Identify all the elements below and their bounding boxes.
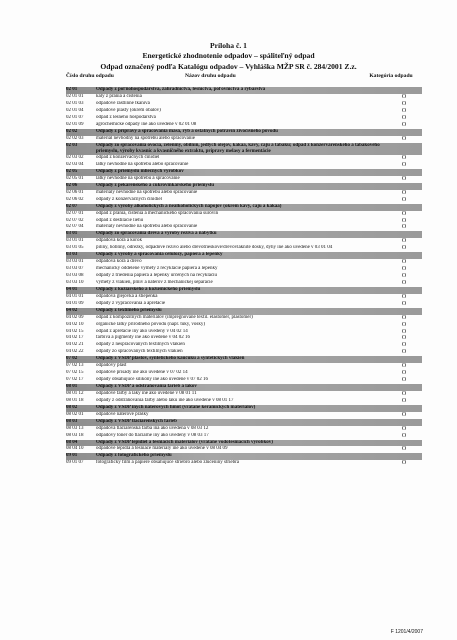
table-row xyxy=(66,245,422,252)
table-row xyxy=(66,211,422,218)
waste-name: výmety z vlákien, plnív a náterov z mechanickej separácie xyxy=(96,279,213,285)
waste-category: O xyxy=(401,107,407,114)
waste-code: 04 02 17 xyxy=(66,335,84,341)
waste-category: O xyxy=(401,314,407,321)
waste-category: O xyxy=(401,363,407,370)
waste-code: 02 05 xyxy=(66,168,78,174)
waste-name: Odpady z textilného priemyslu xyxy=(96,307,162,313)
waste-name: odpady obsahujúce silikóny iné ako uvedené v 07 02 16 xyxy=(96,377,209,383)
waste-name: odpad z prania, čistenia a mechanického spracovania surovín xyxy=(96,210,219,216)
waste-code: 09 01 xyxy=(66,453,78,459)
waste-name: odpadová kôra a korok xyxy=(96,238,142,244)
waste-code: 03 01 01 xyxy=(66,238,84,244)
waste-name: odpady z triedenia papiera a lepenky určených na recykláciu xyxy=(96,273,218,279)
waste-code: 07 02 17 xyxy=(66,377,84,383)
table-row xyxy=(66,294,422,301)
table-row xyxy=(66,115,422,122)
waste-code: 08 02 01 xyxy=(66,411,84,417)
waste-category: O xyxy=(401,390,407,397)
waste-code: 03 01 05 xyxy=(66,245,84,251)
waste-name: Odpady z pekárenského a cukrovinkárskeho priemyslu xyxy=(96,182,215,188)
waste-category: O xyxy=(401,175,407,182)
waste-name: odpad z destilácie liehu xyxy=(96,217,144,223)
column-header-category: Kategória odpadu xyxy=(369,73,413,79)
waste-name: Odpady zo spracovania ovocia, zeleniny, obilnín, jedlých olejov, kakaa, kávy, čaju a tabaku; odpad z konzervárenského a tabakového priemyslu, výroby kvasníc a kvasničného extraktu, prípravy melasy a fermentácie xyxy=(96,142,380,154)
waste-code: 02 01 xyxy=(66,87,78,92)
waste-category: O xyxy=(401,259,407,266)
waste-code: 02 06 02 xyxy=(66,196,84,202)
waste-code: 08 04 xyxy=(66,439,78,445)
waste-name: piliny, hobliny, odrezky, odpadové rezivo alebo drevotrieskové/drevovláknité dosky, dyhy iné ako uvedené v 03 01 04 xyxy=(96,245,333,251)
waste-code: 02 07 04 xyxy=(66,224,84,230)
waste-code: 08 03 18 xyxy=(66,432,84,438)
waste-code: 08 01 xyxy=(66,384,78,390)
group-header-row xyxy=(66,384,422,391)
waste-name: odpadové rastlinné tkanivá xyxy=(96,100,150,106)
waste-category: O xyxy=(401,432,407,439)
waste-name: odpady z nespracovaných textilných vlákien xyxy=(96,342,185,348)
waste-name: odpad z apretácie iný ako uvedený v 04 02 14 xyxy=(96,328,188,334)
group-header-row xyxy=(66,419,422,426)
waste-name: odpad z kompozitných materiálov (impregnované textil. elastomér, plastomér) xyxy=(96,314,253,320)
waste-category: O xyxy=(401,135,407,142)
waste-name: Odpady z VSDP tlačiarenských farieb xyxy=(96,418,177,424)
table-row xyxy=(66,460,422,467)
table-row xyxy=(66,412,422,419)
table-row xyxy=(66,101,422,108)
document-subtitle: Energetické zhodnotenie odpadov – spáliteľný odpad xyxy=(142,51,315,60)
waste-category: O xyxy=(401,397,407,404)
column-header-name: Názov druhu odpadu xyxy=(185,73,236,79)
group-header-row xyxy=(66,356,422,363)
waste-name: odpadové náterové prášky xyxy=(96,411,149,417)
waste-code: 04 01 01 xyxy=(66,293,84,299)
table-row xyxy=(66,266,422,273)
waste-category: O xyxy=(401,342,407,349)
group-header-row xyxy=(66,169,422,176)
waste-code: 02 02 03 xyxy=(66,135,84,141)
table-row xyxy=(66,335,422,342)
table-row xyxy=(66,224,422,231)
waste-code: 02 07 02 xyxy=(66,217,84,223)
waste-code: 07 02 13 xyxy=(66,363,84,369)
waste-code: 02 06 01 xyxy=(66,189,84,195)
waste-code: 09 01 07 xyxy=(66,460,84,466)
waste-category: O xyxy=(401,210,407,217)
waste-name: odpadová tlačiarenská farba iná ako uvedená v 08 03 12 xyxy=(96,425,209,431)
waste-code: 03 03 xyxy=(66,252,78,258)
appendix-label: Príloha č. 1 xyxy=(210,41,247,50)
group-header-row xyxy=(66,453,422,460)
waste-name: odpady z odstraňovania farby alebo laku iné ako uvedené v 08 01 17 xyxy=(96,397,234,403)
group-header-row xyxy=(66,405,422,412)
waste-code: 08 01 12 xyxy=(66,390,84,396)
waste-code: 04 02 xyxy=(66,307,78,313)
waste-name: Odpady z VSDP iných náterových hmôt (vrátane keramických materiálov) xyxy=(96,404,256,410)
waste-code: 07 02 15 xyxy=(66,370,84,376)
waste-code: 02 07 01 xyxy=(66,210,84,216)
waste-name: materiál nevhodný na spotrebu alebo spracovanie xyxy=(96,135,195,141)
waste-name: materiály nevhodné na spotrebu alebo spracovanie xyxy=(96,224,198,230)
waste-code: 04 02 15 xyxy=(66,328,84,334)
waste-name: Odpady z výroby alkoholických a nealkoholických nápojov (okrem kávy, čaju a kakaa) xyxy=(96,203,282,209)
table-row xyxy=(66,398,422,405)
waste-code: 02 01 07 xyxy=(66,114,84,120)
waste-code: 02 06 xyxy=(66,182,78,188)
waste-name: Odpady z poľnohospodárstva, záhradníctva, lesníctva, poľovníctva a rybárstva xyxy=(96,87,266,92)
table-row xyxy=(66,329,422,336)
table-row xyxy=(66,342,422,349)
group-header-row xyxy=(66,183,422,190)
waste-name: odpady z vypracovania a apretácie xyxy=(96,300,166,306)
table-row xyxy=(66,259,422,266)
waste-name: odpad z konzervačných činidiel xyxy=(96,155,160,161)
table-row xyxy=(66,433,422,440)
waste-code: 04 02 21 xyxy=(66,342,84,348)
table-row xyxy=(66,238,422,245)
group-header-row xyxy=(66,87,422,94)
waste-code: 07 02 xyxy=(66,356,78,362)
table-row xyxy=(66,136,422,143)
table-row xyxy=(66,176,422,183)
waste-name: Odpady zo spracovania dreva a výroby reziva a nábytku xyxy=(96,231,217,237)
waste-name: fotografický film a papiere obsahujúce striebro alebo zlúčeniny striebra xyxy=(96,460,239,466)
waste-category: O xyxy=(401,328,407,335)
waste-code: 04 02 22 xyxy=(66,349,84,355)
waste-code: 08 03 xyxy=(66,418,78,424)
waste-category: O xyxy=(401,370,407,377)
waste-category: O xyxy=(401,121,407,128)
table-row xyxy=(66,162,422,169)
table-row xyxy=(66,322,422,329)
waste-category: O xyxy=(401,100,407,107)
group-header-row xyxy=(66,129,422,136)
group-header-row xyxy=(66,231,422,238)
waste-category: O xyxy=(401,446,407,453)
table-row xyxy=(66,391,422,398)
table-row xyxy=(66,273,422,280)
waste-code: 02 03 02 xyxy=(66,155,84,161)
waste-name: odpadový plast xyxy=(96,363,127,369)
waste-name: látky nevhodné na spotrebu alebo spracovanie xyxy=(96,162,189,168)
waste-name: Odpady z fotografického priemyslu xyxy=(96,453,172,459)
waste-code: 02 03 04 xyxy=(66,162,84,168)
waste-name: Odpady z priemyslu mliečnych výrobkov xyxy=(96,168,184,174)
waste-category: O xyxy=(401,279,407,286)
waste-name: Odpady z VSDP plastov, syntetického kaučuku a syntetických vlákien xyxy=(96,356,245,362)
waste-name: odpadový toner do tlačiarne iný ako uvedený v 08 03 17 xyxy=(96,432,209,438)
waste-category: O xyxy=(401,411,407,418)
waste-code: 04 02 09 xyxy=(66,314,84,320)
table-row xyxy=(66,363,422,370)
table-row xyxy=(66,190,422,197)
table-row xyxy=(66,377,422,384)
waste-name: Odpady z výroby a spracovania celulózy, papiera a lepenky xyxy=(96,252,223,258)
waste-name: materiály nevhodné na spotrebu alebo spracovanie xyxy=(96,189,198,195)
waste-name: látky nevhodné na spotrebu a spracovanie xyxy=(96,175,180,181)
waste-category: O xyxy=(401,189,407,196)
waste-category: O xyxy=(401,238,407,245)
table-row xyxy=(66,301,422,308)
waste-code: 04 02 10 xyxy=(66,321,84,327)
waste-category: O xyxy=(401,300,407,307)
group-header-row xyxy=(66,440,422,447)
waste-category: O xyxy=(401,155,407,162)
table-row xyxy=(66,315,422,322)
document-title: Odpad označený podľa Katalógu odpadov – Vyhláška MŽP SR č. 284/2001 Z.z. xyxy=(100,62,357,71)
waste-name: Odpady z prípravy a spracovania mäsa, rýb a ostatných potravín živočíšneho pôvodu xyxy=(96,128,278,134)
waste-category: O xyxy=(401,293,407,300)
waste-category: O xyxy=(401,224,407,231)
waste-category: O xyxy=(401,460,407,467)
waste-code: 02 01 04 xyxy=(66,107,84,113)
waste-code: 02 02 xyxy=(66,128,78,134)
waste-code: 02 03 xyxy=(66,142,78,148)
table-row xyxy=(66,280,422,287)
waste-name: farbivá a pigmenty iné ako uvedené v 04 02 16 xyxy=(96,335,190,341)
waste-name: Odpady z VSDP a odstraňovania farieb a lakov xyxy=(96,384,197,390)
waste-name: agrochemické odpady iné ako uvedené v 02 01 08 xyxy=(96,121,197,127)
footer-document-code: F 1201/4/2007 xyxy=(390,629,423,635)
waste-code: 04 01 xyxy=(66,286,78,292)
waste-name: odpad z lesného hospodárstva xyxy=(96,114,156,120)
column-header-code: Číslo druhu odpadu xyxy=(66,73,114,79)
waste-code: 08 04 10 xyxy=(66,446,84,452)
waste-code: 02 07 xyxy=(66,203,78,209)
waste-name: odpadové farby a laky iné ako uvedené v 08 01 11 xyxy=(96,390,197,396)
waste-category: O xyxy=(401,93,407,100)
group-header-row xyxy=(66,252,422,259)
table-row xyxy=(66,94,422,101)
waste-code: 02 01 03 xyxy=(66,100,84,106)
waste-code: 02 01 09 xyxy=(66,121,84,127)
waste-code: 03 03 01 xyxy=(66,259,84,265)
waste-category: O xyxy=(401,425,407,432)
waste-code: 03 03 08 xyxy=(66,273,84,279)
waste-category: O xyxy=(401,162,407,169)
waste-name: Odpady z kožiarskeho a kožušníckeho priemyslu xyxy=(96,286,201,292)
waste-name: organické látky prírodného pôvodu (napr. tuky, vosky) xyxy=(96,321,206,327)
waste-code: 03 03 07 xyxy=(66,266,84,272)
table-row xyxy=(66,446,422,453)
waste-category: O xyxy=(401,114,407,121)
waste-name: odpadové lepidlá a tesniace materiály iné ako uvedené v 08 04 09 xyxy=(96,446,228,452)
waste-name: odpadové plasty (okrem obalov) xyxy=(96,107,161,113)
table-row xyxy=(66,218,422,225)
waste-category: O xyxy=(401,273,407,280)
waste-category: O xyxy=(401,217,407,224)
waste-code: 08 03 13 xyxy=(66,425,84,431)
waste-category: O xyxy=(401,245,407,252)
waste-name: odpadové prísady iné ako uvedené v 07 02 14 xyxy=(96,370,188,376)
waste-category: O xyxy=(401,266,407,273)
table-row xyxy=(66,108,422,115)
waste-name: odpadová glejovka a štiepenka xyxy=(96,293,158,299)
waste-code: 04 01 09 xyxy=(66,300,84,306)
waste-category: O xyxy=(401,196,407,203)
table-row xyxy=(66,426,422,433)
waste-code: 03 01 xyxy=(66,231,78,237)
table-row xyxy=(66,155,422,162)
waste-name: Odpady z VSDP lepidiel a tesniacich materiálov (vrátane vodotesniacich výrobkov) xyxy=(96,439,273,445)
waste-code: 08 02 xyxy=(66,404,78,410)
waste-name: odpadová kôra a drevo xyxy=(96,259,142,265)
waste-table xyxy=(66,87,422,467)
table-row xyxy=(66,370,422,377)
waste-category: O xyxy=(401,349,407,356)
group-header-row xyxy=(66,287,422,294)
waste-name: mechanicky oddelené výmety z recyklácie papiera a lepenky xyxy=(96,266,218,272)
group-header-row xyxy=(66,143,422,156)
table-row xyxy=(66,349,422,356)
waste-code: 02 01 01 xyxy=(66,93,84,99)
waste-category: O xyxy=(401,377,407,384)
waste-name: odpady zo spracovaných textilných vlákien xyxy=(96,349,183,355)
table-row xyxy=(66,197,422,204)
table-row xyxy=(66,122,422,129)
waste-name: odpady z konzervačných činidiel xyxy=(96,196,162,202)
group-header-row xyxy=(66,308,422,315)
waste-category: O xyxy=(401,321,407,328)
waste-name: kaly z prania a čistenia xyxy=(96,93,142,99)
waste-code: 02 05 01 xyxy=(66,175,84,181)
waste-code: 03 03 10 xyxy=(66,279,84,285)
waste-category: O xyxy=(401,335,407,342)
group-header-row xyxy=(66,204,422,211)
waste-code: 08 01 18 xyxy=(66,397,84,403)
